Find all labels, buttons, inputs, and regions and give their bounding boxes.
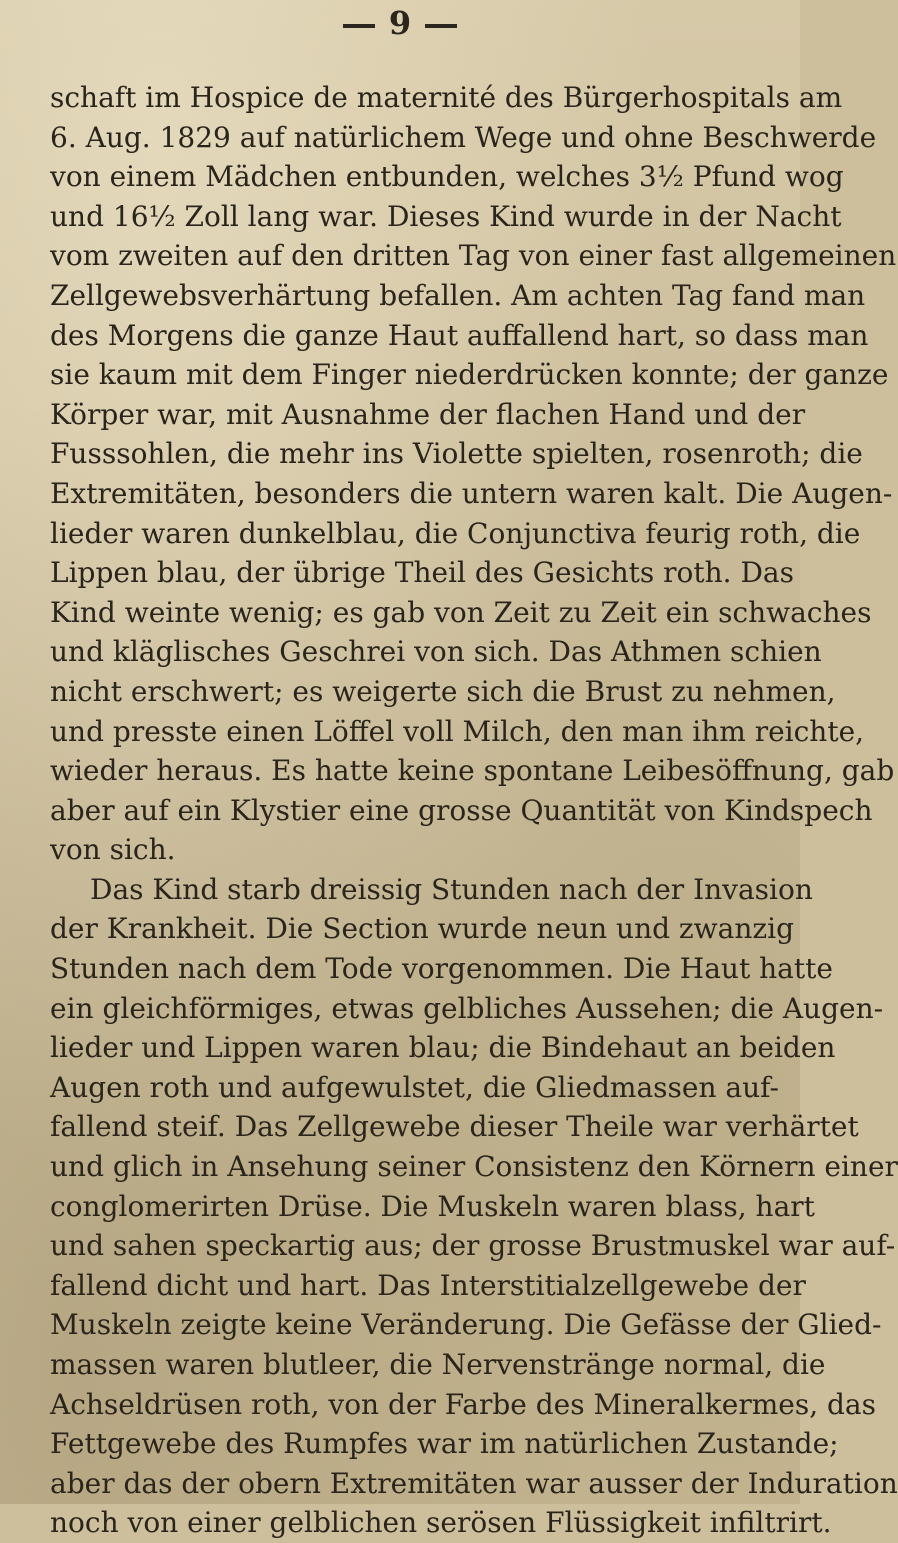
text-line: Augen roth und aufgewulstet, die Gliedmassen auf- — [50, 1070, 779, 1104]
text-line: Fettgewebe des Rumpfes war im natürlichen Zustande; — [50, 1427, 839, 1461]
text-line: ein gleichförmiges, etwas gelbliches Aussehen; die Augen- — [50, 991, 884, 1025]
page-number: 9 — [0, 4, 800, 42]
body-text — [50, 78, 898, 1543]
text-line: Lippen blau, der übrige Theil des Gesichts roth. Das — [50, 556, 794, 590]
text-line: sie kaum mit dem Finger niederdrücken konnte; der ganze — [50, 358, 889, 392]
paragraph-1 — [50, 78, 897, 870]
text-line: fallend steif. Das Zellgewebe dieser Theile war verhärtet — [50, 1110, 859, 1144]
text-line: Kind weinte wenig; es gab von Zeit zu Zeit ein schwaches — [50, 595, 872, 629]
text-line: Das Kind starb dreissig Stunden nach der Invasion — [90, 872, 813, 906]
text-line: fallend dicht und hart. Das Interstitialzellgewebe der — [50, 1268, 806, 1302]
text-line: massen waren blutleer, die Nervenstränge normal, die — [50, 1348, 826, 1381]
text-line: conglomerirten Drüse. Die Muskeln waren blass, hart — [50, 1189, 815, 1223]
text-line: noch von einer gelblichen serösen Flüssigkeit infiltrirt. — [50, 1506, 832, 1540]
text-line: Extremitäten, besonders die untern waren kalt. Die Augen- — [50, 476, 893, 510]
text-line: und sahen speckartig aus; der grosse Brustmuskel war auf- — [50, 1229, 896, 1263]
text-line: des Morgens die ganze Haut auffallend hart, so dass man — [50, 318, 869, 352]
text-line: Stunden nach dem Tode vorgenommen. Die Haut hatte — [50, 952, 833, 986]
text-line: lieder und Lippen waren blau; die Bindehaut an beiden — [50, 1031, 836, 1065]
text-line: und 16½ Zoll lang war. Dieses Kind wurde in der Nacht — [50, 199, 842, 233]
text-line: Muskeln zeigte keine Veränderung. Die Gefässe der Glied- — [50, 1308, 882, 1342]
text-line: von sich. — [50, 833, 176, 867]
text-line: der Krankheit. Die Section wurde neun und zwanzig — [50, 912, 795, 946]
text-line: aber auf ein Klystier eine grosse Quantität von Kindspech — [50, 793, 873, 827]
text-line: vom zweiten auf den dritten Tag von einer fast allgemeinen — [50, 239, 897, 273]
text-line: und kläglisches Geschrei von sich. Das Athmen schien — [50, 635, 822, 669]
text-line: nicht erschwert; es weigerte sich die Brust zu nehmen, — [50, 674, 836, 708]
text-line: 6. Aug. 1829 auf natürlichem Wege und ohne Beschwerde — [50, 120, 877, 154]
text-line: Körper war, mit Ausnahme der flachen Hand und der — [50, 397, 806, 431]
paragraph-2 — [50, 870, 898, 1543]
text-line: lieder waren dunkelblau, die Conjunctiva feurig roth, die — [50, 516, 861, 550]
text-line: wieder heraus. Es hatte keine spontane Leibesöffnung, gab — [50, 754, 895, 788]
text-line: und glich in Ansehung seiner Consistenz den Körnern einer — [50, 1150, 898, 1184]
text-line: schaft im Hospice de maternité des Bürgerhospitals am — [50, 81, 843, 114]
text-line: Zellgewebsverhärtung befallen. Am achten Tag fand man — [50, 278, 866, 312]
text-line: und presste einen Löffel voll Milch, den man ihm reichte, — [50, 714, 865, 748]
text-line: von einem Mädchen entbunden, welches 3½ Pfund wog — [50, 160, 844, 194]
text-line: aber das der obern Extremitäten war ausser der Induration — [50, 1466, 898, 1500]
text-line: Achseldrüsen roth, von der Farbe des Mineralkermes, das — [50, 1387, 876, 1421]
text-line: Fusssohlen, die mehr ins Violette spielten, rosenroth; die — [50, 437, 863, 471]
